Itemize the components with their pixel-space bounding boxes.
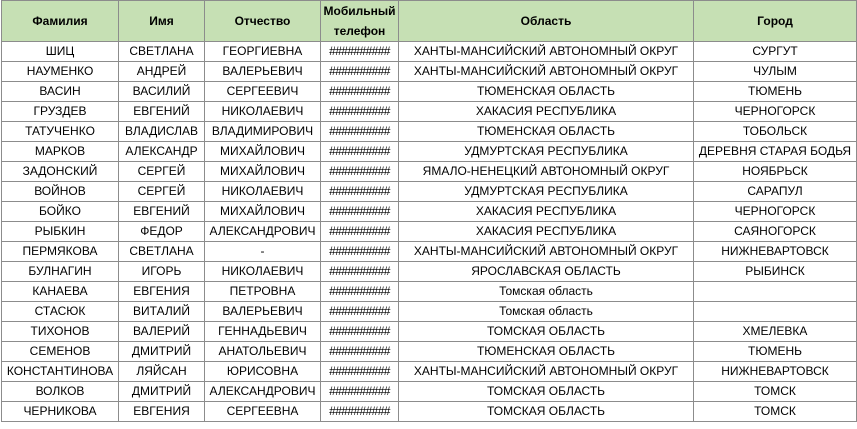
cell-city[interactable]: НИЖНЕВАРТОВСК — [694, 362, 857, 382]
cell-name[interactable]: ЕВГЕНИЙ — [119, 102, 205, 122]
cell-surname[interactable]: ТАТУЧЕНКО — [2, 122, 119, 142]
cell-patronymic[interactable]: ВАЛЕРЬЕВИЧ — [205, 62, 321, 82]
cell-patronymic[interactable]: ГЕННАДЬЕВИЧ — [205, 322, 321, 342]
cell-surname[interactable]: СТАСЮК — [2, 302, 119, 322]
cell-surname[interactable]: БОЙКО — [2, 202, 119, 222]
cell-city[interactable]: НИЖНЕВАРТОВСК — [694, 242, 857, 262]
cell-name[interactable]: ЕВГЕНИЯ — [119, 282, 205, 302]
cell-surname[interactable]: ВОЛКОВ — [2, 382, 119, 402]
cell-patronymic[interactable]: - — [205, 242, 321, 262]
table-row — [2, 382, 857, 402]
cell-patronymic[interactable]: НИКОЛАЕВИЧ — [205, 262, 321, 282]
cell-city[interactable]: ТОМСК — [694, 402, 857, 422]
cell-patronymic[interactable]: АЛЕКСАНДРОВИЧ — [205, 222, 321, 242]
header-cell-city[interactable]: Город — [694, 1, 857, 42]
cell-surname[interactable]: ПЕРМЯКОВА — [2, 242, 119, 262]
cell-city[interactable]: ХМЕЛЕВКА — [694, 322, 857, 342]
cell-region[interactable]: ЯМАЛО-НЕНЕЦКИЙ АВТОНОМНЫЙ ОКРУГ — [399, 162, 694, 182]
cell-city[interactable]: ТОМСК — [694, 382, 857, 402]
header-cell-region[interactable]: Область — [399, 1, 694, 42]
cell-patronymic[interactable]: НИКОЛАЕВИЧ — [205, 102, 321, 122]
cell-phone[interactable]: ########## — [321, 322, 399, 342]
cell-surname[interactable]: ГРУЗДЕВ — [2, 102, 119, 122]
cell-phone[interactable]: ########## — [321, 62, 399, 82]
cell-surname[interactable]: СЕМЕНОВ — [2, 342, 119, 362]
cell-city[interactable]: РЫБИНСК — [694, 262, 857, 282]
table-row — [2, 362, 857, 382]
cell-patronymic[interactable]: СЕРГЕЕВНА — [205, 402, 321, 422]
spreadsheet-table — [1, 0, 857, 422]
cell-city[interactable]: САЯНОГОРСК — [694, 222, 857, 242]
cell-city[interactable] — [694, 282, 857, 302]
cell-phone[interactable]: ########## — [321, 202, 399, 222]
table-row — [2, 162, 857, 182]
cell-surname[interactable]: ЗАДОНСКИЙ — [2, 162, 119, 182]
cell-patronymic[interactable]: ГЕОРГИЕВНА — [205, 42, 321, 62]
table-row — [2, 142, 857, 162]
cell-region[interactable]: ЯРОСЛАВСКАЯ ОБЛАСТЬ — [399, 262, 694, 282]
cell-surname[interactable]: МАРКОВ — [2, 142, 119, 162]
cell-region[interactable]: Томская область — [399, 302, 694, 322]
cell-phone[interactable]: ########## — [321, 262, 399, 282]
cell-region[interactable]: Томская область — [399, 282, 694, 302]
cell-surname[interactable]: ШИЦ — [2, 42, 119, 62]
cell-surname[interactable]: РЫБКИН — [2, 222, 119, 242]
table-row — [2, 222, 857, 242]
cell-patronymic[interactable]: МИХАЙЛОВИЧ — [205, 142, 321, 162]
cell-surname[interactable]: КАНАЕВА — [2, 282, 119, 302]
table-row — [2, 182, 857, 202]
header-cell-patronymic[interactable]: Отчество — [205, 1, 321, 42]
cell-city[interactable]: ТЮМЕНЬ — [694, 82, 857, 102]
table-row — [2, 402, 857, 422]
table-row — [2, 262, 857, 282]
cell-region[interactable]: ТЮМЕНСКАЯ ОБЛАСТЬ — [399, 122, 694, 142]
cell-city[interactable]: САРАПУЛ — [694, 182, 857, 202]
table-row — [2, 242, 857, 262]
cell-patronymic[interactable]: ЮРИСОВНА — [205, 362, 321, 382]
cell-region[interactable]: ХАКАСИЯ РЕСПУБЛИКА — [399, 202, 694, 222]
cell-name[interactable]: СВЕТЛАНА — [119, 242, 205, 262]
table-row — [2, 282, 857, 302]
cell-surname[interactable]: НАУМЕНКО — [2, 62, 119, 82]
cell-region[interactable]: ХАНТЫ-МАНСИЙСКИЙ АВТОНОМНЫЙ ОКРУГ — [399, 42, 694, 62]
table-row — [2, 342, 857, 362]
cell-surname[interactable]: БУЛНАГИН — [2, 262, 119, 282]
table-row — [2, 302, 857, 322]
cell-name[interactable]: ВЛАДИСЛАВ — [119, 122, 205, 142]
cell-phone[interactable]: ########## — [321, 402, 399, 422]
cell-phone[interactable]: ########## — [321, 302, 399, 322]
cell-city[interactable]: НОЯБРЬСК — [694, 162, 857, 182]
cell-region[interactable]: УДМУРТСКАЯ РЕСПУБЛИКА — [399, 182, 694, 202]
cell-region[interactable]: ТЮМЕНСКАЯ ОБЛАСТЬ — [399, 82, 694, 102]
cell-phone[interactable]: ########## — [321, 102, 399, 122]
cell-name[interactable]: ФЕДОР — [119, 222, 205, 242]
cell-patronymic[interactable]: ВАЛЕРЬЕВИЧ — [205, 302, 321, 322]
cell-region[interactable]: УДМУРТСКАЯ РЕСПУБЛИКА — [399, 142, 694, 162]
cell-region[interactable]: ХАНТЫ-МАНСИЙСКИЙ АВТОНОМНЫЙ ОКРУГ — [399, 242, 694, 262]
cell-name[interactable]: СВЕТЛАНА — [119, 42, 205, 62]
header-cell-phone[interactable]: Мобильный телефон — [321, 1, 399, 42]
cell-region[interactable]: ТОМСКАЯ ОБЛАСТЬ — [399, 382, 694, 402]
cell-city[interactable]: ТОБОЛЬСК — [694, 122, 857, 142]
cell-phone[interactable]: ########## — [321, 222, 399, 242]
table-row — [2, 62, 857, 82]
cell-name[interactable]: ДМИТРИЙ — [119, 382, 205, 402]
cell-region[interactable]: ТОМСКАЯ ОБЛАСТЬ — [399, 402, 694, 422]
table-row — [2, 202, 857, 222]
cell-name[interactable]: ДМИТРИЙ — [119, 342, 205, 362]
cell-name[interactable]: ЕВГЕНИЙ — [119, 202, 205, 222]
cell-city[interactable]: ЧЕРНОГОРСК — [694, 102, 857, 122]
cell-name[interactable]: СЕРГЕЙ — [119, 162, 205, 182]
cell-patronymic[interactable]: СЕРГЕЕВИЧ — [205, 82, 321, 102]
cell-name[interactable]: АЛЕКСАНДР — [119, 142, 205, 162]
cell-patronymic[interactable]: МИХАЙЛОВИЧ — [205, 202, 321, 222]
cell-city[interactable]: ЧЕРНОГОРСК — [694, 202, 857, 222]
cell-phone[interactable]: ########## — [321, 42, 399, 62]
table-row — [2, 82, 857, 102]
cell-patronymic[interactable]: ПЕТРОВНА — [205, 282, 321, 302]
cell-phone[interactable]: ########## — [321, 282, 399, 302]
cell-region[interactable]: ТОМСКАЯ ОБЛАСТЬ — [399, 322, 694, 342]
cell-region[interactable]: ТЮМЕНСКАЯ ОБЛАСТЬ — [399, 342, 694, 362]
cell-city[interactable]: ТЮМЕНЬ — [694, 342, 857, 362]
header-row — [2, 1, 857, 42]
header-cell-name[interactable]: Имя — [119, 1, 205, 42]
cell-city[interactable]: ЧУЛЫМ — [694, 62, 857, 82]
cell-city[interactable]: СУРГУТ — [694, 42, 857, 62]
header-cell-surname[interactable]: Фамилия — [2, 1, 119, 42]
cell-phone[interactable]: ########## — [321, 82, 399, 102]
cell-patronymic[interactable]: АЛЕКСАНДРОВИЧ — [205, 382, 321, 402]
cell-phone[interactable]: ########## — [321, 182, 399, 202]
cell-name[interactable]: ВИТАЛИЙ — [119, 302, 205, 322]
cell-region[interactable]: ХАНТЫ-МАНСИЙСКИЙ АВТОНОМНЫЙ ОКРУГ — [399, 362, 694, 382]
cell-surname[interactable]: ВОЙНОВ — [2, 182, 119, 202]
table-row — [2, 42, 857, 62]
cell-patronymic[interactable]: МИХАЙЛОВИЧ — [205, 162, 321, 182]
cell-patronymic[interactable]: АНАТОЛЬЕВИЧ — [205, 342, 321, 362]
cell-region[interactable]: ХАНТЫ-МАНСИЙСКИЙ АВТОНОМНЫЙ ОКРУГ — [399, 62, 694, 82]
cell-name[interactable]: ЛЯЙСАН — [119, 362, 205, 382]
cell-phone[interactable]: ########## — [321, 142, 399, 162]
cell-name[interactable]: ВАСИЛИЙ — [119, 82, 205, 102]
cell-name[interactable]: СЕРГЕЙ — [119, 182, 205, 202]
cell-city[interactable] — [694, 302, 857, 322]
cell-surname[interactable]: ЧЕРНИКОВА — [2, 402, 119, 422]
cell-name[interactable]: ЕВГЕНИЯ — [119, 402, 205, 422]
table-row — [2, 122, 857, 142]
table-row — [2, 322, 857, 342]
cell-phone[interactable]: ########## — [321, 342, 399, 362]
cell-patronymic[interactable]: ВЛАДИМИРОВИЧ — [205, 122, 321, 142]
cell-name[interactable]: ВАЛЕРИЙ — [119, 322, 205, 342]
table-row — [2, 102, 857, 122]
cell-region[interactable]: ХАКАСИЯ РЕСПУБЛИКА — [399, 102, 694, 122]
cell-city[interactable]: ДЕРЕВНЯ СТАРАЯ БОДЬЯ — [694, 142, 857, 162]
cell-surname[interactable]: ВАСИН — [2, 82, 119, 102]
cell-region[interactable]: ХАКАСИЯ РЕСПУБЛИКА — [399, 222, 694, 242]
cell-phone[interactable]: ########## — [321, 122, 399, 142]
cell-name[interactable]: ИГОРЬ — [119, 262, 205, 282]
cell-surname[interactable]: КОНСТАНТИНОВА — [2, 362, 119, 382]
cell-surname[interactable]: ТИХОНОВ — [2, 322, 119, 342]
cell-phone[interactable]: ########## — [321, 362, 399, 382]
cell-patronymic[interactable]: НИКОЛАЕВИЧ — [205, 182, 321, 202]
cell-phone[interactable]: ########## — [321, 382, 399, 402]
cell-phone[interactable]: ########## — [321, 162, 399, 182]
table-body — [2, 42, 857, 422]
cell-name[interactable]: АНДРЕЙ — [119, 62, 205, 82]
cell-phone[interactable]: ########## — [321, 242, 399, 262]
